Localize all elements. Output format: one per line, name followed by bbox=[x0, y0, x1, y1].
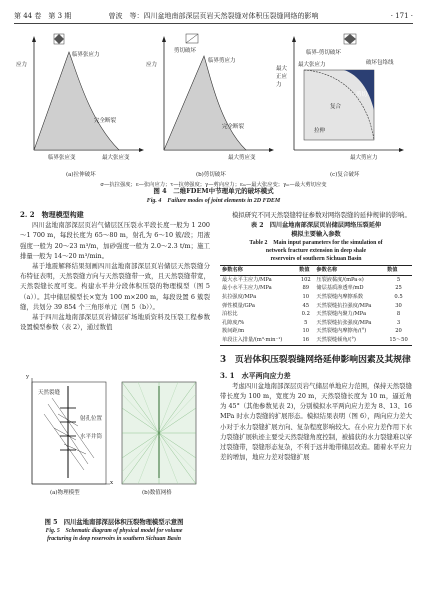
panel-c-annotation: 最大剪应力 bbox=[350, 155, 378, 161]
table-2-title-en: reservoirs of southern Sichuan Basin bbox=[270, 256, 362, 263]
table-cell: 簇间距/m bbox=[222, 328, 245, 335]
figure-5-caption-en: Fig. 5 Schematic diagram of physical model for volume bbox=[45, 528, 183, 534]
panel-c-label: (c)复合破坏 bbox=[330, 172, 360, 178]
numerical-mesh bbox=[122, 382, 196, 484]
table-cell: 25 bbox=[395, 285, 402, 292]
paragraph: 四川盆地南部深层页岩气储层区压裂水平段长度一般为 1 200～1 700 m，每段长度为 65～80 m，射孔为 6～10 簇/段；用液强度一般为 20～23 m³/m，加砂强度一般为 2.0～2.3 t/m；施工排量一般为 14～20 m³/min。 bbox=[20, 221, 210, 260]
table-cell: 0.5 bbox=[394, 293, 403, 300]
panel-a-annotation: 完全断裂 bbox=[94, 118, 117, 124]
paragraph: 模拟研究不同天然裂缝特征参数对网络裂缝的延伸规律的影响。 bbox=[232, 211, 411, 219]
table-2-title-zh: 表 2 四川盆地南部深层页岩储层网络压裂延伸 bbox=[250, 222, 382, 230]
panel-b-annotation: 剪切破坏 bbox=[174, 48, 197, 54]
table-header: 参数名称 bbox=[222, 267, 243, 274]
wellbore-label: 水平井筒 bbox=[80, 434, 103, 440]
panel-c-annotation: 最大张应力 bbox=[298, 62, 326, 68]
table-cell: 3 bbox=[396, 319, 401, 326]
table-cell: 压裂液黏度/(mPa·s) bbox=[316, 276, 364, 283]
running-title: 曾波 等：四川盆地南部深层页岩天然裂缝对体积压裂缝网络的影响 bbox=[108, 12, 319, 20]
panel-c-annotation: 剪切 bbox=[356, 92, 368, 98]
paragraph: 基于四川盆地南部深层页岩储层矿场地质资料及压裂工程参数设置模型参数（表 2），通过数值 bbox=[20, 313, 210, 332]
figure-4-caption-zh: 图 4 二维FDEM中节理单元的破坏模式 bbox=[153, 187, 274, 195]
panel-a-ylabel: 应力 bbox=[16, 62, 28, 68]
natural-fracture-label: 天然裂缝 bbox=[38, 390, 61, 396]
figure-5-caption-en: fracturing in deep reservoirs in southern Sichuan Basin bbox=[47, 536, 181, 542]
table-2-title-zh: 模拟主要输入参数 bbox=[291, 230, 341, 238]
section-heading-3-1: 3. 1 水平两向应力差 bbox=[220, 370, 291, 380]
table-cell: 抗拉强度/MPa bbox=[222, 293, 257, 300]
table-2 bbox=[220, 265, 412, 345]
panel-a-annotation: 临界张应力 bbox=[72, 52, 100, 58]
figure-4 bbox=[14, 30, 413, 188]
table-cell: 15～50 bbox=[389, 336, 408, 343]
table-row bbox=[220, 293, 412, 302]
panel-b-ylabel: 应力 bbox=[146, 62, 158, 68]
header-rule bbox=[14, 23, 413, 24]
table-cell: 天然裂缝倾角/(°) bbox=[316, 336, 356, 343]
table-cell: 弹性模量/GPa bbox=[222, 302, 255, 309]
table-row bbox=[220, 319, 412, 328]
table-header: 数值 bbox=[387, 267, 398, 274]
panel-b-annotation: 临界剪应力 bbox=[208, 58, 236, 64]
page-number: · 171 · bbox=[390, 12, 413, 20]
table-header: 参数名称 bbox=[316, 267, 338, 274]
table-row bbox=[220, 284, 412, 293]
table-header-row bbox=[220, 266, 412, 276]
panel-b-annotation: 最大剪应变 bbox=[228, 155, 256, 161]
table-2-title-en: Table 2 Main input parameters for the simulation of bbox=[249, 240, 383, 247]
table-cell: 16 bbox=[302, 336, 310, 343]
table-cell: 泊松比 bbox=[222, 311, 238, 318]
table-cell: 最小水平主应力/MPa bbox=[222, 285, 272, 292]
section-heading-3: 3 页岩体积压裂裂缝网络延伸影响因素及其规律 bbox=[220, 354, 411, 365]
table-cell: 5 bbox=[396, 276, 401, 283]
table-row bbox=[220, 327, 412, 336]
table-cell: 最大水平主应力/MPa bbox=[222, 276, 272, 283]
journal-volume: 第 44 卷 第 3 期 bbox=[14, 12, 72, 20]
panel-c-annotation: 复合 bbox=[330, 104, 342, 110]
table-row bbox=[220, 310, 412, 319]
figure-5 bbox=[18, 374, 208, 514]
table-cell: 天然裂缝内聚力/MPa bbox=[316, 311, 367, 318]
paragraph: 考虑四川盆地南部深层页岩气储层单地应力范围，保持天然裂缝带长度为 100 m，宽度为 20 m，天然裂缝长度为 10 m，逼近角为 45°（其他参数见表 2)，分别模拟水平两向应力差为 8、13、16 MPa 时水力裂缝的扩展形态。模拟结果表明（图 6），两向应力差大小对于水力裂缝扩展方向、复杂程度影响较大。在小应力差作用下水力裂缝扩展轨迹主要受天然裂缝角度控制，被捕获的水力裂缝难以穿过裂缝带，裂缝形态复杂，不利于远井地带储层改造。随着水平应力差的增加，地应力差对裂缝扩展 bbox=[220, 381, 412, 462]
figure-5-caption bbox=[14, 518, 214, 543]
table-cell: 102 bbox=[300, 276, 311, 283]
y-axis-label: y bbox=[26, 374, 30, 380]
table-cell: 0.2 bbox=[301, 311, 310, 318]
table-header: 数值 bbox=[299, 267, 310, 274]
table-2-title-en: network fracture extension in deep shale bbox=[265, 248, 367, 255]
table-cell: 5 bbox=[304, 319, 308, 326]
left-column bbox=[20, 210, 210, 332]
table-cell: 30 bbox=[395, 302, 402, 309]
panel-a-label: (a)拉伸破坏 bbox=[66, 172, 96, 178]
running-header bbox=[14, 10, 413, 22]
table-cell: 8 bbox=[396, 311, 401, 318]
table-row bbox=[220, 302, 412, 311]
table-cell: 45 bbox=[302, 302, 310, 309]
panel-b-label: (b)剪切破坏 bbox=[196, 172, 226, 178]
panel-c-annotation: 临界-剪切破坏 bbox=[306, 50, 341, 56]
figure-4-legend: σ—抗拉强度；ε—张向应力；τ—抗剪强度；γ—剪向应力；εₘ—最大张应变；γₘ—最大剪切应变 bbox=[100, 182, 327, 188]
table-cell: 天然裂缝内摩擦系数 bbox=[316, 293, 364, 300]
table-body bbox=[220, 275, 412, 345]
right-column bbox=[220, 210, 412, 462]
perforation-label: 射孔位置 bbox=[80, 416, 103, 422]
panel-c-ylabel: 最大正应力 bbox=[276, 66, 288, 88]
table-row bbox=[220, 336, 412, 345]
table-cell: 天然裂缝抗拉强度/MPa bbox=[316, 302, 372, 309]
panel-a-annotation: 最大张应变 bbox=[102, 155, 130, 161]
panel-c-annotation: 破坏包络线 bbox=[366, 60, 394, 66]
section-heading-2-2: 2. 2 物理模型构建 bbox=[20, 210, 84, 219]
table-cell: 天然裂缝抗张强度/MPa bbox=[316, 319, 372, 326]
panel-a-annotation: 临界张应变 bbox=[48, 155, 76, 161]
table-cell: 天然裂缝内摩擦角/(°) bbox=[316, 328, 367, 335]
figure-4-caption-en: Fig. 4 Failure modes of joint elements in 2D FDEM bbox=[146, 198, 281, 204]
table-cell: 单段注入排量/(m³·min⁻¹) bbox=[222, 336, 283, 343]
table-cell: 10 bbox=[302, 328, 310, 335]
panel-c-annotation: 拉伸 bbox=[314, 128, 326, 134]
table-row bbox=[220, 275, 412, 284]
figure-5b-label: (b)数值网格 bbox=[142, 490, 172, 496]
figure-5-caption-zh: 图 5 四川盆地南部深层体积压裂物理模型示意图 bbox=[44, 519, 184, 526]
paragraph: 基于地震解释结果刻画四川盆地南部深层页岩储层天然裂缝分布特征表明，天然裂缝方向与天然裂缝带一致，且天然裂缝带宽，天然裂缝长度可变。构建水平井分段体积压裂的物理模型（图 5（a））。其中储层模型长×宽为 100 m×200 m，每段设置 6 簇裂缝，共划分 39 854 个三角形单元（图 5（b））。 bbox=[20, 262, 210, 311]
panel-b-annotation: 完全断裂 bbox=[222, 124, 245, 130]
table-cell: 89 bbox=[302, 285, 310, 292]
x-axis-label: x bbox=[110, 480, 114, 486]
table-cell: 孔隙度/% bbox=[222, 319, 245, 326]
table-cell: 10 bbox=[302, 293, 310, 300]
table-cell: 储层基质渗透率/mD bbox=[316, 285, 364, 292]
table-cell: 20 bbox=[395, 328, 402, 335]
figure-5a-label: (a)物理模型 bbox=[50, 490, 80, 496]
